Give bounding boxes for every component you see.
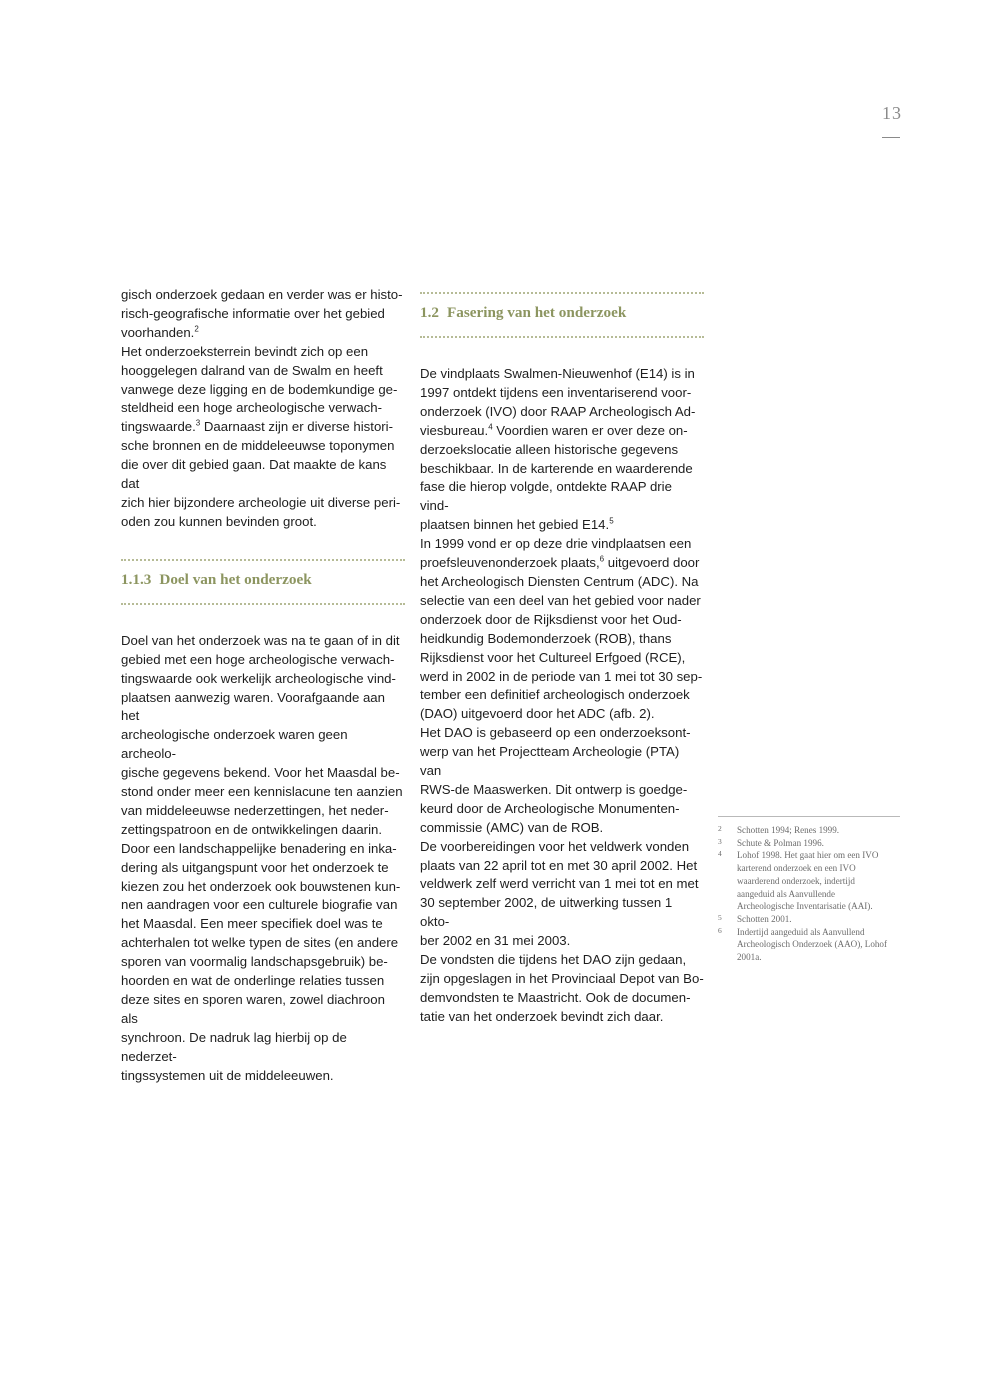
section-heading (420, 304, 626, 323)
text-line: tingssystemen uit de middeleeuwen. (121, 1067, 334, 1083)
text-line: heidkundig Bodemonderzoek (ROB), thans (420, 630, 672, 646)
text-line: commissie (AMC) van de ROB. (420, 819, 604, 835)
text-line: ber 2002 en 31 mei 2003. (420, 933, 571, 949)
text-line: De vondsten die tijdens het DAO zijn gedaan, (420, 952, 687, 968)
footnotes-rule (718, 816, 900, 817)
footnote-text: 2001a. (737, 952, 762, 963)
footnote (718, 849, 900, 913)
text-line: het Maasdal. Een meer specifiek doel was te (121, 916, 383, 932)
footnote-reference[interactable]: 6 (599, 554, 605, 564)
section-title: Doel van het onderzoek (159, 570, 312, 588)
text-line: nen aandragen voor een culturele biografie van (121, 897, 398, 913)
heading-rule (121, 603, 405, 605)
text-line: het Archeologisch Diensten Centrum (ADC). Na (420, 573, 699, 589)
heading-rule (420, 336, 704, 338)
text-line: stond onder meer een kennislacune ten aanzien (121, 784, 403, 800)
heading-rule (420, 292, 704, 294)
heading-rule (121, 559, 405, 561)
text-line: tember een definitief archeologisch onderzoek (420, 687, 690, 703)
footnote-text: Schotten 1994; Renes 1999. (737, 825, 840, 835)
text-line: De voorbereidingen voor het veldwerk vonden (420, 838, 690, 854)
text-line: sche bronnen en de middeleeuwse toponymen (121, 438, 395, 454)
footnotes (718, 816, 900, 964)
footnote-number: 4 (718, 849, 722, 859)
text-line: uitgevoerd door (604, 555, 700, 571)
text-line: 30 september 2002, de uitwerking tussen 1 okto- (420, 895, 673, 930)
text-line: Rijksdienst voor het Cultureel Erfgoed (RCE), (420, 649, 686, 665)
footnote-text: Schute & Polman 1996. (737, 837, 824, 848)
text-line: Het DAO is gebaseerd op een onderzoeksont- (420, 725, 691, 741)
text-line: viesbureau. (420, 422, 489, 438)
paragraph (420, 951, 704, 1027)
footnote-reference[interactable]: 2 (194, 324, 199, 334)
text-line: dering als uitgangspunt voor het onderzoek te (121, 859, 389, 875)
text-line: veldwerk zelf werd verricht van 1 mei tot en met (420, 876, 699, 892)
text-line: onderzoek door de Rijksdienst voor het Oud- (420, 611, 682, 627)
section-heading-block (420, 292, 704, 338)
text-line: onderzoek (IVO) door RAAP Archeologisch Ad- (420, 403, 696, 419)
footnote-text: Archeologische Inventarisatie (AAI). (737, 901, 873, 912)
text-line: voorhanden. (121, 324, 195, 340)
paragraph (121, 343, 405, 532)
footnote-number: 3 (718, 836, 722, 846)
text-line: 1997 ontdekt tijdens een inventariserend voor- (420, 384, 692, 400)
footnote (718, 913, 900, 926)
footnote-reference[interactable]: 3 (195, 418, 201, 428)
text-line: van middeleeuwse nederzettingen, het neder- (121, 802, 389, 818)
text-line: werp van het Projectteam Archeologie (PTA) van (420, 744, 680, 779)
text-line: vanwege deze ligging en de bodemkundige ge- (121, 381, 398, 397)
text-line: hooggelegen dalrand van de Swalm en heeft (121, 362, 383, 378)
page-number-rule (882, 137, 900, 138)
footnote (718, 824, 900, 837)
footnote-number: 2 (718, 824, 722, 833)
text-line: plaatsen binnen het gebied E14. (420, 517, 610, 533)
section-heading-block (121, 559, 405, 605)
text-line: steldheid een hoge archeologische verwach- (121, 400, 382, 416)
text-line: tingswaarde ook werkelijk archeologische vind- (121, 670, 396, 686)
text-line: gebied met een hoge archeologische verwach- (121, 651, 395, 667)
paragraph (420, 365, 704, 535)
text-line: Voordien waren er over deze on- (492, 422, 688, 438)
text-line: Door een landschappelijke benadering en inka- (121, 840, 397, 856)
paragraph (121, 286, 405, 343)
text-line: keurd door de Archeologische Monumenten- (420, 800, 680, 816)
section-number: 1.2 (420, 304, 439, 321)
text-line: kiezen zou het onderzoek ook bouwstenen kun- (121, 878, 401, 894)
text-line: achterhalen tot welke typen de sites (en andere (121, 935, 399, 951)
footnote-number: 5 (718, 912, 722, 922)
paragraph (420, 535, 704, 724)
footnote (718, 837, 900, 850)
footnote-text: Archeologisch Onderzoek (AAO), Lohof (737, 939, 887, 950)
text-line: die over dit gebied gaan. Dat maakte de kans dat (121, 457, 387, 492)
text-line: Doel van het onderzoek was na te gaan of in dit (121, 632, 400, 648)
text-line: zettingspatroon en de ontwikkelingen daarin. (121, 821, 382, 837)
text-line: beschikbaar. In de karterende en waarderende (420, 460, 693, 476)
text-line: derzoekslocatie alleen historische gegevens (420, 441, 679, 457)
text-line: tingswaarde. (121, 419, 196, 435)
footnote-text: aangeduid als Aanvullende (737, 888, 835, 899)
section-title: Fasering van het onderzoek (446, 304, 627, 321)
text-line: RWS-de Maaswerken. Dit ontwerp is goedge- (420, 781, 688, 797)
text-line: zijn opgeslagen in het Provinciaal Depot van Bo- (420, 971, 704, 986)
text-line: tatie van het onderzoek bevindt zich daar. (420, 1008, 664, 1024)
paragraph (420, 838, 704, 951)
text-line: De vindplaats Swalmen-Nieuwenhof (E14) is in (420, 366, 695, 381)
footnote-text: karterend onderzoek en een IVO (737, 863, 856, 874)
text-line: gische gegevens bekend. Voor het Maasdal be- (121, 765, 400, 781)
text-line: plaatsen aanwezig waren. Voorafgaande aan het (121, 689, 385, 724)
paragraph (121, 632, 405, 1086)
footnote-reference[interactable]: 5 (609, 516, 614, 526)
footnote-number: 6 (718, 925, 722, 935)
text-line: plaats van 22 april tot en met 30 april 2002. Het (420, 857, 698, 873)
text-line: fase die hierop volgde, ontdekte RAAP drie vind- (420, 479, 672, 514)
footnote-text: waarderend onderzoek, indertijd (737, 875, 855, 886)
text-line: (DAO) uitgevoerd door het ADC (afb. 2). (420, 706, 655, 722)
text-line: In 1999 vond er op deze drie vindplaatsen een (420, 536, 692, 552)
text-line: risch-geografische informatie over het gebied (121, 305, 385, 321)
text-line: werd in 2002 in de periode van 1 mei tot 30 sep- (420, 668, 703, 684)
page-number: 13 (882, 103, 902, 123)
middle-column (420, 286, 704, 1027)
text-line: hoorden en wat de onderlinge relaties tussen (121, 973, 385, 989)
text-line: archeologische onderzoek waren geen archeolo- (121, 727, 348, 762)
footnote-text: Lohof 1998. Het gaat hier om een IVO (737, 850, 879, 861)
text-line: Daarnaast zijn er diverse histori- (200, 419, 393, 435)
footnote (718, 926, 900, 964)
text-line: gisch onderzoek gedaan en verder was er histo- (121, 287, 403, 302)
paragraph (420, 724, 704, 837)
footnote-text: Indertijd aangeduid als Aanvullend (737, 926, 865, 937)
footnote-text: Schotten 2001. (737, 913, 792, 924)
text-line: sporen van voormalig landschapsgebruik) be- (121, 954, 388, 970)
text-line: deze sites en sporen waren, zowel diachroon als (121, 992, 385, 1026)
text-line: proefsleuvenonderzoek plaats, (420, 555, 600, 571)
text-line: synchroon. De nadruk lag hierbij op de nederzet- (121, 1029, 347, 1064)
text-line: demvondsten te Maastricht. Ook de documen- (420, 989, 691, 1005)
text-line: selectie van een deel van het gebied voor nader (420, 592, 701, 608)
text-line: oden zou kunnen bevinden groot. (121, 513, 317, 529)
left-column (121, 286, 405, 1086)
section-heading (121, 571, 312, 590)
text-line: Het onderzoeksterrein bevindt zich op een (121, 343, 369, 359)
text-line: zich hier bijzondere archeologie uit diverse peri- (121, 494, 401, 510)
section-number: 1.1.3 (121, 570, 152, 588)
footnote-reference[interactable]: 4 (488, 422, 493, 432)
